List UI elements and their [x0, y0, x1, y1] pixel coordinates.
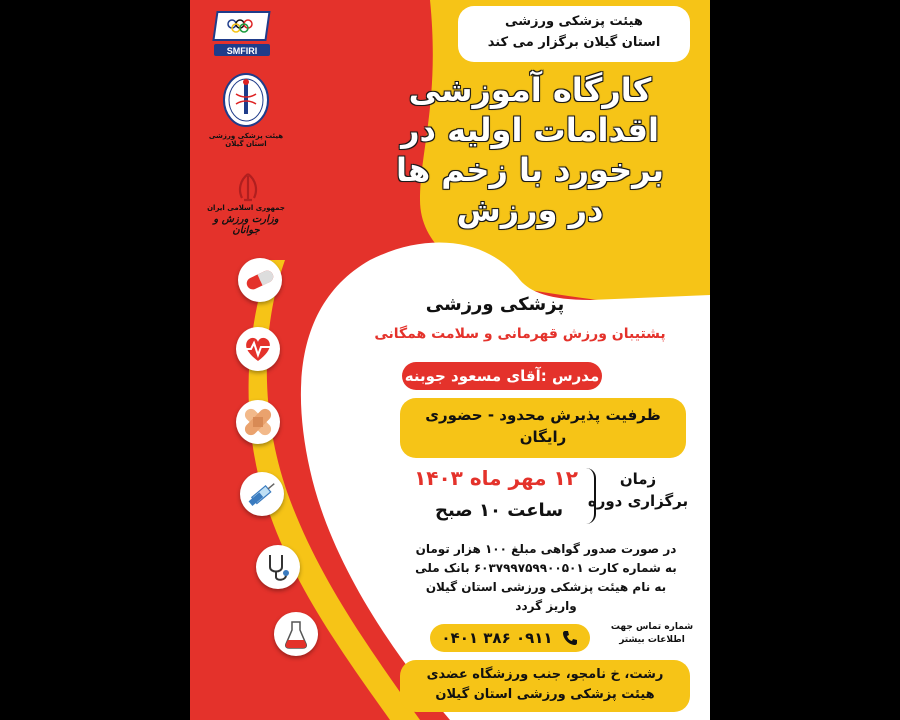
capacity-line2: رایگان — [519, 428, 567, 446]
capacity-line1: ظرفیت پذیرش محدود - حضوری — [425, 406, 661, 424]
address-box — [400, 660, 690, 712]
schedule-label-line2: برگزاری دوره — [587, 492, 689, 510]
iran-emblem-logo — [230, 172, 266, 202]
contact-label-line2: اطلاعات بیشتر — [619, 635, 685, 645]
organizer-line2: استان گیلان برگزار می کند — [487, 35, 661, 50]
schedule-time: ساعت ۱۰ صبح — [434, 500, 564, 521]
capsule-icon — [238, 258, 282, 302]
payment-line3: به نام هیئت پزشکی ورزشی استان گیلان — [425, 580, 667, 594]
payment-line4: واریز گردد — [515, 599, 577, 613]
payment-info — [396, 540, 696, 616]
flask-icon — [274, 612, 318, 656]
workshop-title — [360, 70, 700, 230]
provincial-board-logo-caption: هیئت پزشکی ورزشی استان گیلان — [208, 132, 284, 148]
bandage-icon — [236, 400, 280, 444]
slogan-heading: پزشکی ورزشی — [425, 294, 565, 315]
instructor-box — [402, 362, 602, 390]
schedule-date: ۱۲ مهر ماه ۱۴۰۳ — [414, 466, 578, 490]
event-poster — [190, 0, 710, 720]
organizer-line1: هیئت پزشکی ورزشی — [505, 14, 643, 29]
organizer-box — [458, 6, 690, 62]
payment-line2: به شماره کارت ۶۰۳۷۹۹۷۵۹۹۰۰۵۰۱ بانک ملی — [415, 561, 677, 575]
phone-icon — [561, 629, 579, 647]
title-line1: کارگاه آموزشی — [408, 71, 652, 109]
contact-label — [606, 622, 698, 645]
address-line2: هیئت پزشکی ورزشی استان گیلان — [435, 687, 655, 702]
instructor-name: مدرس :آقای مسعود جوبنه — [404, 367, 600, 385]
ministry-logo-line2: وزارت ورزش و جوانان — [213, 214, 279, 236]
title-line3: برخورد با زخم ها — [395, 151, 665, 189]
slogan-subheading: پشتیبان ورزش قهرمانی و سلامت همگانی — [374, 326, 666, 342]
syringe-icon — [240, 472, 284, 516]
schedule-brace — [586, 468, 596, 524]
sports-medicine-federation-logo — [212, 8, 276, 66]
stethoscope-icon — [256, 545, 300, 589]
payment-line1: در صورت صدور گواهی مبلغ ۱۰۰ هزار تومان — [415, 542, 677, 556]
contact-phone-box[interactable] — [430, 624, 590, 652]
svg-text:SMFIRI: SMFIRI — [226, 46, 258, 56]
contact-phone-number: ۰۹۱۱ ۳۸۶ ۰۴۰۱ — [441, 629, 553, 647]
contact-label-line1: شماره تماس جهت — [610, 622, 694, 632]
title-line4: در ورزش — [456, 191, 604, 229]
heartbeat-icon — [236, 327, 280, 371]
schedule-label-line1: زمان — [619, 470, 657, 488]
capacity-box — [400, 398, 686, 458]
title-line2: اقدامات اولیه در — [401, 111, 659, 149]
provincial-board-emblem-logo — [222, 72, 270, 128]
address-line1: رشت، خ نامجو، جنب ورزشگاه عضدی — [426, 667, 664, 682]
schedule-label — [586, 470, 690, 510]
ministry-logo-line1: جمهوری اسلامی ایران — [207, 204, 285, 212]
